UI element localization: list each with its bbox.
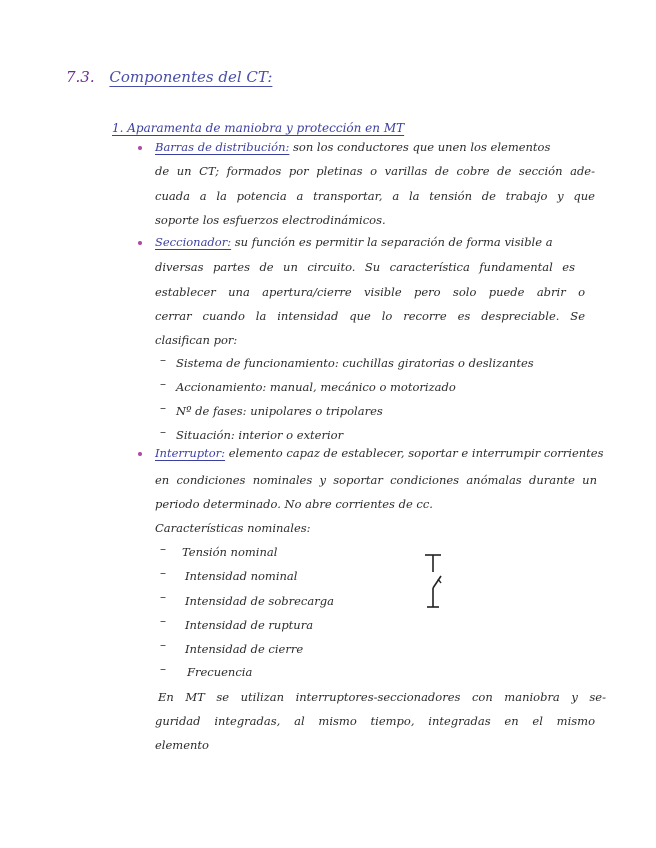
barras-term: Barras de distribución: bbox=[155, 140, 290, 154]
subsection-heading bbox=[112, 121, 404, 135]
caracteristicas-label: Características nominales: bbox=[155, 521, 311, 535]
seccionador-item-2: Accionamiento: manual, mecánico o motorizado bbox=[176, 380, 456, 394]
bullet-icon bbox=[138, 452, 142, 456]
barras-text-1: son los conductores que unen los elementos bbox=[293, 140, 551, 154]
interruptor-item-6: Frecuencia bbox=[187, 665, 253, 679]
interruptor-line-3: periodo determinado. No abre corrientes de cc. bbox=[155, 497, 433, 511]
section-number: 7.3. bbox=[66, 68, 95, 86]
seccionador-item-3: Nº de fases: unipolares o tripolares bbox=[176, 404, 383, 418]
dash-icon: – bbox=[160, 566, 166, 580]
dash-icon: – bbox=[160, 353, 166, 367]
seccionador-term: Seccionador: bbox=[155, 235, 232, 249]
interruptor-term: Interruptor: bbox=[155, 446, 226, 460]
seccionador-item-4: Situación: interior o exterior bbox=[176, 428, 344, 442]
seccionador-line-1 bbox=[155, 234, 595, 250]
barras-line-4: soporte los esfuerzos electrodinámicos. bbox=[155, 213, 386, 227]
seccionador-line-5: clasifican por: bbox=[155, 333, 238, 347]
interruptor-item-5: Intensidad de cierre bbox=[185, 642, 304, 656]
dash-icon: – bbox=[160, 542, 166, 556]
dash-icon: – bbox=[160, 614, 166, 628]
barras-line-3: cuada a la potencia a transportar, a la tensión de trabajo y que bbox=[155, 189, 595, 203]
closing-line-3: elemento bbox=[155, 738, 209, 752]
switch-symbol-icon bbox=[420, 552, 450, 612]
seccionador-text-1: su función es permitir la separación de forma visible a bbox=[234, 235, 553, 249]
dash-icon: – bbox=[160, 662, 166, 676]
dash-icon: – bbox=[160, 377, 166, 391]
seccionador-line-2: diversas partes de un circuito. Su característica fundamental es bbox=[155, 260, 575, 274]
interruptor-item-2: Intensidad nominal bbox=[185, 569, 298, 583]
dash-icon: – bbox=[160, 401, 166, 415]
closing-line-2: guridad integradas, al mismo tiempo, integradas en el mismo bbox=[155, 714, 595, 728]
subsection-title: 1. Aparamenta de maniobra y protección en MT bbox=[112, 121, 405, 135]
section-title: Componentes del CT: bbox=[109, 68, 273, 86]
barras-line-2: de un CT; formados por pletinas o varillas de cobre de sección ade- bbox=[155, 164, 595, 178]
section-heading bbox=[66, 68, 272, 86]
interruptor-line-2: en condiciones nominales y soportar condiciones anómalas durante un bbox=[155, 473, 597, 487]
dash-icon: – bbox=[160, 590, 166, 604]
barras-line-1 bbox=[155, 139, 595, 155]
seccionador-line-4: cerrar cuando la intensidad que lo recorre es despreciable. Se bbox=[155, 309, 585, 323]
closing-line-1: En MT se utilizan interruptores-seccionadores con maniobra y se- bbox=[158, 690, 606, 704]
interruptor-item-1: Tensión nominal bbox=[182, 545, 278, 559]
interruptor-text-1: elemento capaz de establecer, soportar e interrumpir corrientes bbox=[228, 446, 604, 460]
interruptor-line-1 bbox=[155, 445, 610, 461]
seccionador-item-1: Sistema de funcionamiento: cuchillas giratorias o deslizantes bbox=[176, 356, 534, 370]
dash-icon: – bbox=[160, 638, 166, 652]
dash-icon: – bbox=[160, 425, 166, 439]
interruptor-item-4: Intensidad de ruptura bbox=[185, 618, 314, 632]
bullet-icon bbox=[138, 146, 142, 150]
bullet-icon bbox=[138, 241, 142, 245]
seccionador-line-3: establecer una apertura/cierre visible pero solo puede abrir o bbox=[155, 285, 585, 299]
interruptor-item-3: Intensidad de sobrecarga bbox=[185, 594, 334, 608]
